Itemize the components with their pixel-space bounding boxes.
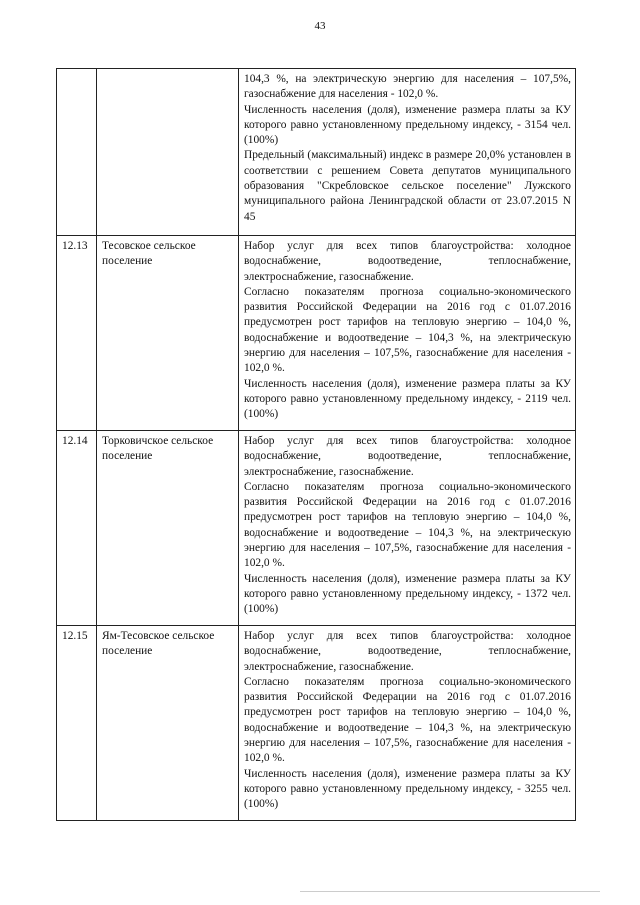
description-cell [239, 69, 576, 236]
row-number-cell: 12.14 [57, 431, 97, 626]
table-row [57, 626, 576, 821]
description-paragraph: Согласно показателям прогноза социально-экономического развития Российской Федерации на 2016 год с 01.07.2016 предусмотрен рост тарифов на тепловую энергию – 104,0 %, водоснабжение и водоотведение – 104,3 %, на электрическую энергию для населения – 107,5%, газоснабжение для населения - 102,0 %. [244, 480, 571, 570]
description-paragraph: Численность населения (доля), изменение размера платы за КУ которого равно установленному предельному индексу, - 3255 чел. (100%) [244, 767, 571, 811]
table-row [57, 236, 576, 431]
table-row-continuation [57, 69, 576, 236]
description-paragraph: Согласно показателям прогноза социально-экономического развития Российской Федерации на 2016 год с 01.07.2016 предусмотрен рост тарифов на тепловую энергию – 104,0 %, водоснабжение и водоотведение – 104,3 %, на электрическую энергию для населения – 107,5%, газоснабжение для населения - 102,0 %. [244, 285, 571, 375]
description-paragraph: Набор услуг для всех типов благоустройства: холодное водоснабжение, водоотведение, теплоснабжение, электроснабжение, газоснабжение. [244, 630, 571, 673]
table-row [57, 431, 576, 626]
page-number: 43 [314, 20, 326, 32]
description-paragraph: 104,3 %, на электрическую энергию для населения – 107,5%, газоснабжение для населения - 102,0 %. [244, 73, 571, 101]
description-paragraph: Набор услуг для всех типов благоустройства: холодное водоснабжение, водоотведение, теплоснабжение, электроснабжение, газоснабжение. [244, 240, 571, 283]
row-number-cell: 12.13 [57, 236, 97, 431]
settlement-name-cell [97, 69, 239, 236]
description-paragraph: Набор услуг для всех типов благоустройства: холодное водоснабжение, водоотведение, теплоснабжение, электроснабжение, газоснабжение. [244, 435, 571, 478]
description-paragraph: Численность населения (доля), изменение размера платы за КУ которого равно установленному предельному индексу, - 2119 чел. (100%) [244, 377, 571, 421]
settlement-name-cell: Тесовское сельское поселение [97, 236, 239, 431]
description-cell [239, 626, 576, 821]
row-number-cell: 12.15 [57, 626, 97, 821]
description-paragraph: Согласно показателям прогноза социально-экономического развития Российской Федерации на 2016 год с 01.07.2016 предусмотрен рост тарифов на тепловую энергию – 104,0 %, водоснабжение и водоотведение – 104,3 %, на электрическую энергию для населения – 107,5%, газоснабжение для населения - 102,0 %. [244, 675, 571, 765]
page-bottom-rule [300, 891, 600, 892]
description-paragraph: Численность населения (доля), изменение размера платы за КУ которого равно установленному предельному индексу, - 1372 чел. (100%) [244, 572, 571, 616]
tariff-table [56, 68, 576, 821]
description-paragraph: Предельный (максимальный) индекс в размере 20,0% установлен в соответствии с решением Совета депутатов муниципального образования "Скребловское сельское поселение" Лужского муниципального района Ленинградской области от 23.07.2015 N 45 [244, 149, 571, 223]
settlement-name-cell: Торковичское сельское поселение [97, 431, 239, 626]
description-paragraph: Численность населения (доля), изменение размера платы за КУ которого равно установленному предельному индексу, - 3154 чел. (100%) [244, 103, 571, 147]
row-number-cell [57, 69, 97, 236]
description-cell [239, 431, 576, 626]
description-cell [239, 236, 576, 431]
settlement-name-cell: Ям-Тесовское сельское поселение [97, 626, 239, 821]
